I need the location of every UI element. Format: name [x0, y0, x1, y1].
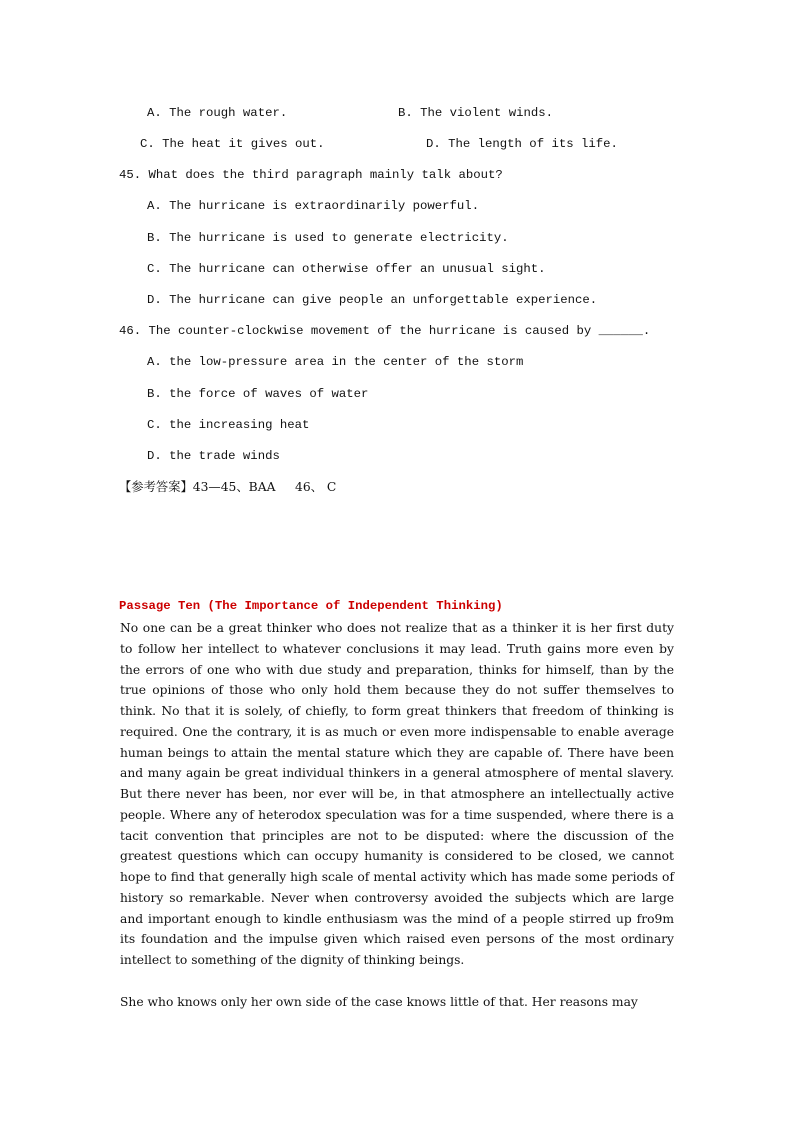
- q44-option-b: B. The violent winds.: [398, 106, 553, 120]
- q44-option-c: C. The heat it gives out.: [140, 137, 325, 151]
- q45-option-a: A. The hurricane is extraordinarily powerful.: [147, 199, 480, 213]
- q45-option-c: C. The hurricane can otherwise offer an unusual sight.: [147, 262, 546, 276]
- q45-option-b: B. The hurricane is used to generate electricity.: [147, 231, 509, 245]
- q44-option-a: A. The rough water.: [147, 106, 288, 120]
- passage-title: Passage Ten (The Importance of Independent Thinking): [119, 599, 503, 613]
- passage-paragraph-1: No one can be a great thinker who does not realize that as a thinker it is her first duty to follow her intellect to whatever conclusions it may lead. Truth gains more even by the errors of one who with due study and preparation, thinks for himself, than by the true opinions of those who only hold them because they do not suffer themselves to think. No that it is solely, of chiefly, to form great thinkers that freedom of thinking is required. One the contrary, it is as much or even more indispensable to enable average human beings to attain the mental stature which they are capable of. There have been and many again be great individual thinkers in a general atmosphere of mental slavery. But there never has been, nor ever will be, in that atmosphere an intellectually active people. Where any of heterodox speculation was for a time suspended, where there is a tacit convention that principles are not to be disputed: where the discussion of the greatest questions which can occupy humanity is considered to be closed, we cannot hope to find that generally high scale of mental activity which has made some periods of history so remarkable. Never when controversy avoided the subjects which are large and important enough to kindle enthusiasm was the mind of a people stirred up fro9m its foundation and the impulse given which raised even persons of the most ordinary intellect to something of the dignity of thinking beings.: [120, 621, 674, 967]
- q45-option-d: D. The hurricane can give people an unforgettable experience.: [147, 293, 598, 307]
- q46-option-d: D. the trade winds: [147, 449, 280, 463]
- passage-paragraph-2: She who knows only her own side of the case knows little of that. Her reasons may: [120, 995, 638, 1009]
- q46-option-b: B. the force of waves of water: [147, 387, 369, 401]
- q45-stem: 45. What does the third paragraph mainly talk about?: [119, 168, 503, 182]
- q46-option-a: A. the low-pressure area in the center of the storm: [147, 355, 524, 369]
- answer-key: 【参考答案】43—45、BAA 46、 C: [119, 480, 337, 494]
- q46-option-c: C. the increasing heat: [147, 418, 310, 432]
- q46-stem: 46. The counter-clockwise movement of the hurricane is caused by ______.: [119, 324, 651, 338]
- q44-option-d: D. The length of its life.: [426, 137, 618, 151]
